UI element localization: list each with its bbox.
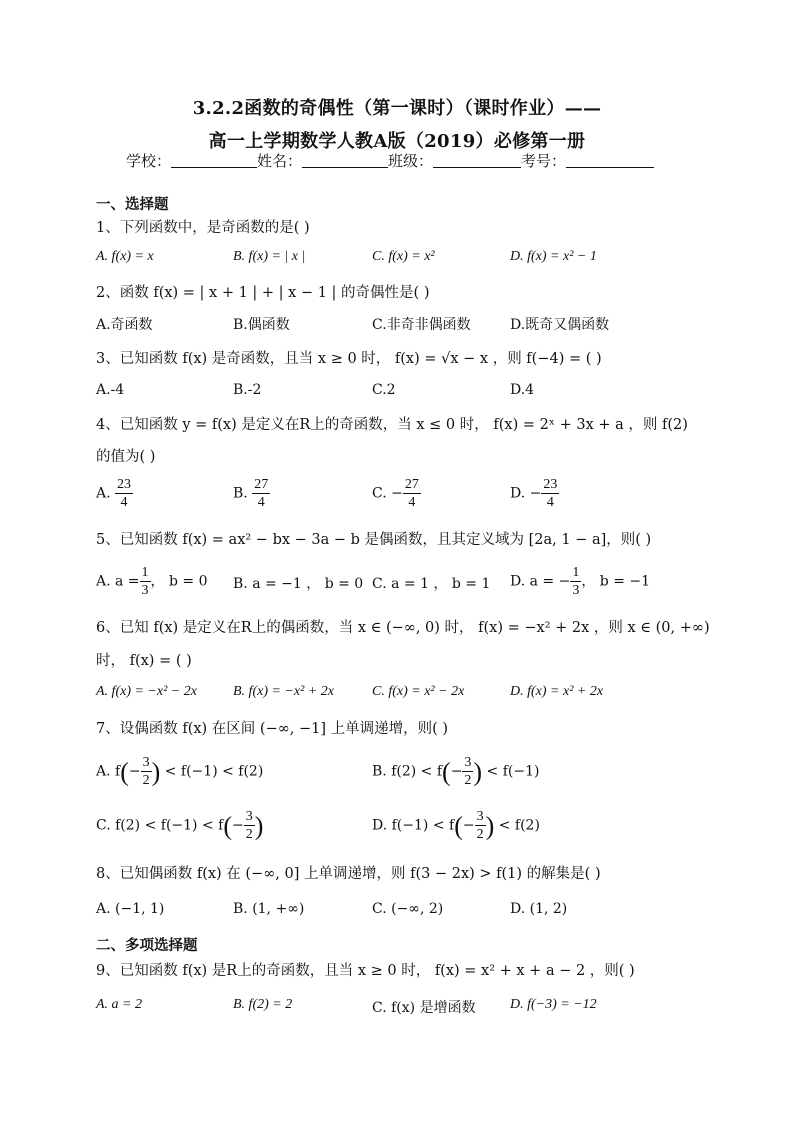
question-6-stem-line-1: 6、已知 f(x) 是定义在R上的偶函数，当 x ∈ (−∞, 0) 时， f(x) = −x² + 2x ，则 x ∈ (0, +∞) [96,620,710,636]
option-c[interactable]: C. a = 1 ， b = 1 [372,576,491,592]
option-a[interactable]: A. (−1, 1) [96,901,165,917]
title-line-2: 高一上学期数学人教A版（2019）必修第一册 [208,131,586,152]
option-b[interactable]: B. f(x) = −x² + 2x [233,684,334,699]
option-c[interactable]: C.非奇非偶函数 [372,317,471,333]
option-c[interactable]: C. − $\frac{27}{4}$ [372,477,419,510]
class-blank[interactable] [433,152,521,168]
question-8-stem: 8、已知偶函数 f(x) 在 (−∞, 0] 上单调递增，则 f(3 − 2x) > f(1) 的解集是( ) [96,866,601,882]
question-5-stem: 5、已知函数 f(x) = ax² − bx − 3a − b 是偶函数，且其定义域为 [2a, 1 − a]，则( ) [96,532,652,548]
option-a[interactable]: A. a = $\frac{1}{3}$ ， b = 0 [96,565,208,598]
option-b[interactable]: B. (1, +∞) [233,901,305,917]
option-d[interactable]: D.4 [510,382,535,398]
option-c[interactable]: C. f(2) < f(−1) < f(− $\frac{3}{2}$ ) [96,809,264,842]
option-d[interactable]: D. − $\frac{23}{4}$ [510,477,558,510]
option-b[interactable]: B. f(x) = | x | [233,249,306,264]
option-d[interactable]: D. f(x) = x² + 2x [510,684,604,699]
school-blank[interactable] [171,152,257,168]
question-6-stem-line-2: 时， f(x) = ( ) [96,653,192,669]
option-a[interactable]: A. a = 2 [96,997,142,1012]
option-a[interactable]: A.-4 [96,382,125,398]
option-a[interactable]: A. $\frac{23}{4}$ [96,477,132,510]
title-line-1: 3.2.2函数的奇偶性（第一课时）（课时作业）—— [192,98,602,119]
option-c[interactable]: C. f(x) = x² − 2x [372,684,465,699]
option-d[interactable]: D. f(−1) < f(− $\frac{3}{2}$ ) < f(2) [372,809,540,842]
option-a[interactable]: A.奇函数 [96,317,153,333]
question-1-stem: 1、下列函数中，是奇函数的是( ) [96,220,310,236]
student-info-row [126,150,654,171]
section-heading-single-choice: 一、选择题 [96,196,169,213]
option-a[interactable]: A. f(x) = x [96,249,154,264]
option-c[interactable]: C. f(x) 是增函数 [372,1000,476,1016]
question-3-stem: 3、已知函数 f(x) 是奇函数，且当 x ≥ 0 时， f(x) = √x − x ，则 f(−4) = ( ) [96,351,602,367]
exam-no-label: 考号： [521,152,567,170]
option-d[interactable]: D.既奇又偶函数 [510,317,610,333]
option-d[interactable]: D. (1, 2) [510,901,568,917]
option-b[interactable]: B.偶函数 [233,317,290,333]
option-c[interactable]: C.2 [372,382,396,398]
option-d[interactable]: D. a = − $\frac{1}{3}$ ， b = −1 [510,565,651,598]
name-blank[interactable] [302,152,388,168]
question-4-stem-line-1: 4、已知函数 y = f(x) 是定义在R上的奇函数，当 x ≤ 0 时， f(x) = 2ˣ + 3x + a ，则 f(2) [96,417,688,433]
class-label: 班级： [388,152,434,170]
option-b[interactable]: B. f(2) = 2 [233,997,293,1012]
name-label: 姓名： [257,152,303,170]
option-d[interactable]: D. f(−3) = −12 [510,997,597,1012]
option-d[interactable]: D. f(x) = x² − 1 [510,249,597,264]
option-a[interactable]: A. f(x) = −x² − 2x [96,684,197,699]
question-2-stem: 2、函数 f(x) = | x + 1 | + | x − 1 | 的奇偶性是( ) [96,285,430,301]
option-b[interactable]: B.-2 [233,382,262,398]
question-7-stem: 7、设偶函数 f(x) 在区间 (−∞, −1] 上单调递增，则( ) [96,721,449,737]
option-c[interactable]: C. f(x) = x² [372,249,435,264]
exam-no-blank[interactable] [566,152,654,168]
option-c[interactable]: C. (−∞, 2) [372,901,444,917]
option-b[interactable]: B. f(2) < f(− $\frac{3}{2}$ ) < f(−1) [372,755,540,788]
option-b[interactable]: B. a = −1 ， b = 0 [233,576,364,592]
section-heading-multiple-choice: 二、多项选择题 [96,937,198,954]
question-9-stem: 9、已知函数 f(x) 是R上的奇函数，且当 x ≥ 0 时， f(x) = x² + x + a − 2 ，则( ) [96,963,635,979]
option-b[interactable]: B. $\frac{27}{4}$ [233,477,269,510]
question-4-stem-line-2: 的值为( ) [96,449,156,465]
school-label: 学校： [126,152,172,170]
option-a[interactable]: A. f(− $\frac{3}{2}$ ) < f(−1) < f(2) [96,755,264,788]
